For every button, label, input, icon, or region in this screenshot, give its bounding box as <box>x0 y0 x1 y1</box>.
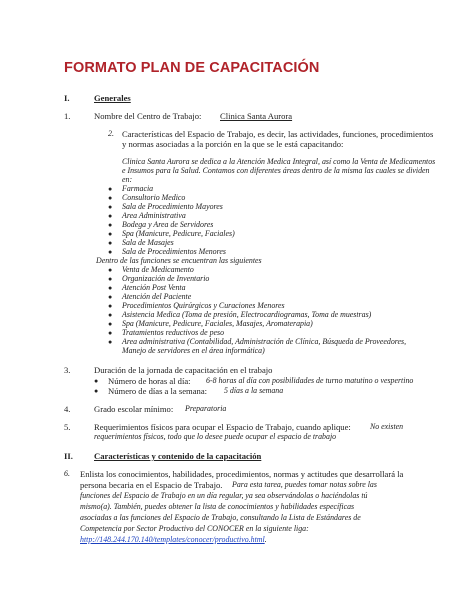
skills-instruction-note: asociadas a las funciones del Espacio de Trabajo, consultando la Lista de Estándares de <box>80 513 361 522</box>
functions-intro: Dentro de las funciones se encuentran las siguientes <box>96 256 262 265</box>
hours-per-day-label: Número de horas al día: <box>108 376 191 386</box>
days-per-week-value: 5 días a la semana <box>224 386 284 395</box>
conocer-link-line <box>80 535 267 545</box>
area-item: Area Administrativa <box>122 211 186 220</box>
bullet-icon: ● <box>108 221 113 229</box>
bullet-icon: ● <box>108 194 113 202</box>
area-item: Spa (Manicure, Pedicure, Faciales) <box>122 229 235 238</box>
function-item: Venta de Medicamento <box>122 265 194 274</box>
link-end-punctuation: . <box>264 535 267 544</box>
clinic-description-line: Clinica Santa Aurora se dedica a la Atención Medica Integral, así como la Venta de Medicamentos <box>122 157 436 166</box>
skills-instruction-note: Para esta tarea, puedes tomar notas sobre las <box>232 480 377 489</box>
skills-instruction-note: mismo(a). También, puedes obtener la lista de conocimientos y habilidades específicas <box>80 502 355 511</box>
clinic-description-line: en: <box>122 175 133 184</box>
section-heading: Generales <box>94 93 131 103</box>
area-item: Farmacia <box>122 184 154 193</box>
bullet-icon: ● <box>108 230 113 238</box>
bullet-icon: ● <box>108 266 113 274</box>
bullet-icon: ● <box>108 275 113 283</box>
item-number: 5. <box>64 422 71 432</box>
function-item: Asistencia Medica (Toma de presión, Electrocardiogramas, Toma de muestras) <box>122 310 372 319</box>
physical-requirements-label: Requerimientos físicos para ocupar el Espacio de Trabajo, cuando aplique: <box>94 422 351 432</box>
bullet-icon: ● <box>108 239 113 247</box>
function-item: Organización de Inventario <box>122 274 210 283</box>
bullet-icon: ● <box>108 338 113 346</box>
skills-instruction-note: Competencia por Sector Productivo del CONOCER en la siguiente liga: <box>80 524 309 533</box>
skills-instruction-note: funciones del Espacio de Trabajo en un día regular, ya sea observándolas o haciéndolas tú <box>80 491 368 500</box>
item-number: 3. <box>64 365 71 375</box>
bullet-icon: ● <box>108 284 113 292</box>
training-duration-label: Duración de la jornada de capacitación en el trabajo <box>94 365 273 375</box>
function-item: Atención Post Venta <box>122 283 186 292</box>
bullet-icon: ● <box>108 302 113 310</box>
section-number: I. <box>64 93 70 103</box>
bullet-icon: ● <box>108 185 113 193</box>
bullet-icon: ● <box>94 377 99 385</box>
function-item-continued: Manejo de servidores en el área informática) <box>122 346 265 355</box>
function-item: Spa (Manicure, Pedicure, Faciales, Masajes, Aromaterapia) <box>122 319 313 328</box>
min-education-value: Preparatoria <box>185 404 227 413</box>
bullet-icon: ● <box>108 293 113 301</box>
bullet-icon: ● <box>108 311 113 319</box>
days-per-week-label: Número de días a la semana: <box>108 386 208 396</box>
section-heading: Características y contenido de la capacitación <box>94 451 262 461</box>
skills-instruction-line: Enlista los conocimientos, habilidades, procedimientos, normas y actitudes que desarrollará la <box>80 469 404 479</box>
workspace-characteristics-line: y normas asociadas a la porción en la que se le está capacitando: <box>122 139 344 149</box>
section-number: II. <box>64 451 73 461</box>
function-item: Area administrativa (Contabilidad, Administración de Clínica, Búsqueda de Proveedores, <box>122 337 407 346</box>
function-item: Atención del Paciente <box>122 292 192 301</box>
function-item: Tratamientos reductivos de peso <box>122 328 225 337</box>
bullet-icon: ● <box>94 387 99 395</box>
physical-requirements-value: No existen <box>370 422 404 431</box>
skills-instruction-line: persona becaria en el Espacio de Trabajo. <box>80 480 223 490</box>
area-item: Sala de Masajes <box>122 238 174 247</box>
bullet-icon: ● <box>108 248 113 256</box>
bullet-icon: ● <box>108 320 113 328</box>
item-number: 4. <box>64 404 71 414</box>
document-title: FORMATO PLAN DE CAPACITACIÓN <box>64 60 320 76</box>
work-center-value: Clinica Santa Aurora <box>220 111 293 121</box>
work-center-label: Nombre del Centro de Trabajo: <box>94 111 202 121</box>
item-number: 1. <box>64 111 71 121</box>
min-education-label: Grado escolar mínimo: <box>94 404 174 414</box>
area-item: Sala de Procedimiento Mayores <box>122 202 223 211</box>
bullet-icon: ● <box>108 329 113 337</box>
function-item: Procedimientos Quirúrgicos y Curaciones Menores <box>122 301 285 310</box>
item-number: 2. <box>108 129 114 138</box>
bullet-icon: ● <box>108 203 113 211</box>
area-item: Consultorio Medico <box>122 193 186 202</box>
area-item: Sala de Procedimientos Menores <box>122 247 226 256</box>
conocer-link[interactable]: http://148.244.170.140/templates/conocer/productivo.html <box>80 535 265 544</box>
physical-requirements-value-continued: requerimientos físicos, todo que lo desee puede ocupar el espacio de trabajo <box>94 432 337 441</box>
area-item: Bodega y Area de Servidores <box>122 220 214 229</box>
hours-per-day-value: 6-8 horas al día con posibilidades de turno matutino o vespertino <box>206 376 414 385</box>
clinic-description-line: e Insumos para la Salud. Contamos con diferentes áreas dentro de la misma las cuales se dividen <box>122 166 430 175</box>
bullet-icon: ● <box>108 212 113 220</box>
item-number: 6. <box>64 469 70 478</box>
workspace-characteristics-line: Características del Espacio de Trabajo, es decir, las actividades, funciones, procedimientos <box>122 129 434 139</box>
